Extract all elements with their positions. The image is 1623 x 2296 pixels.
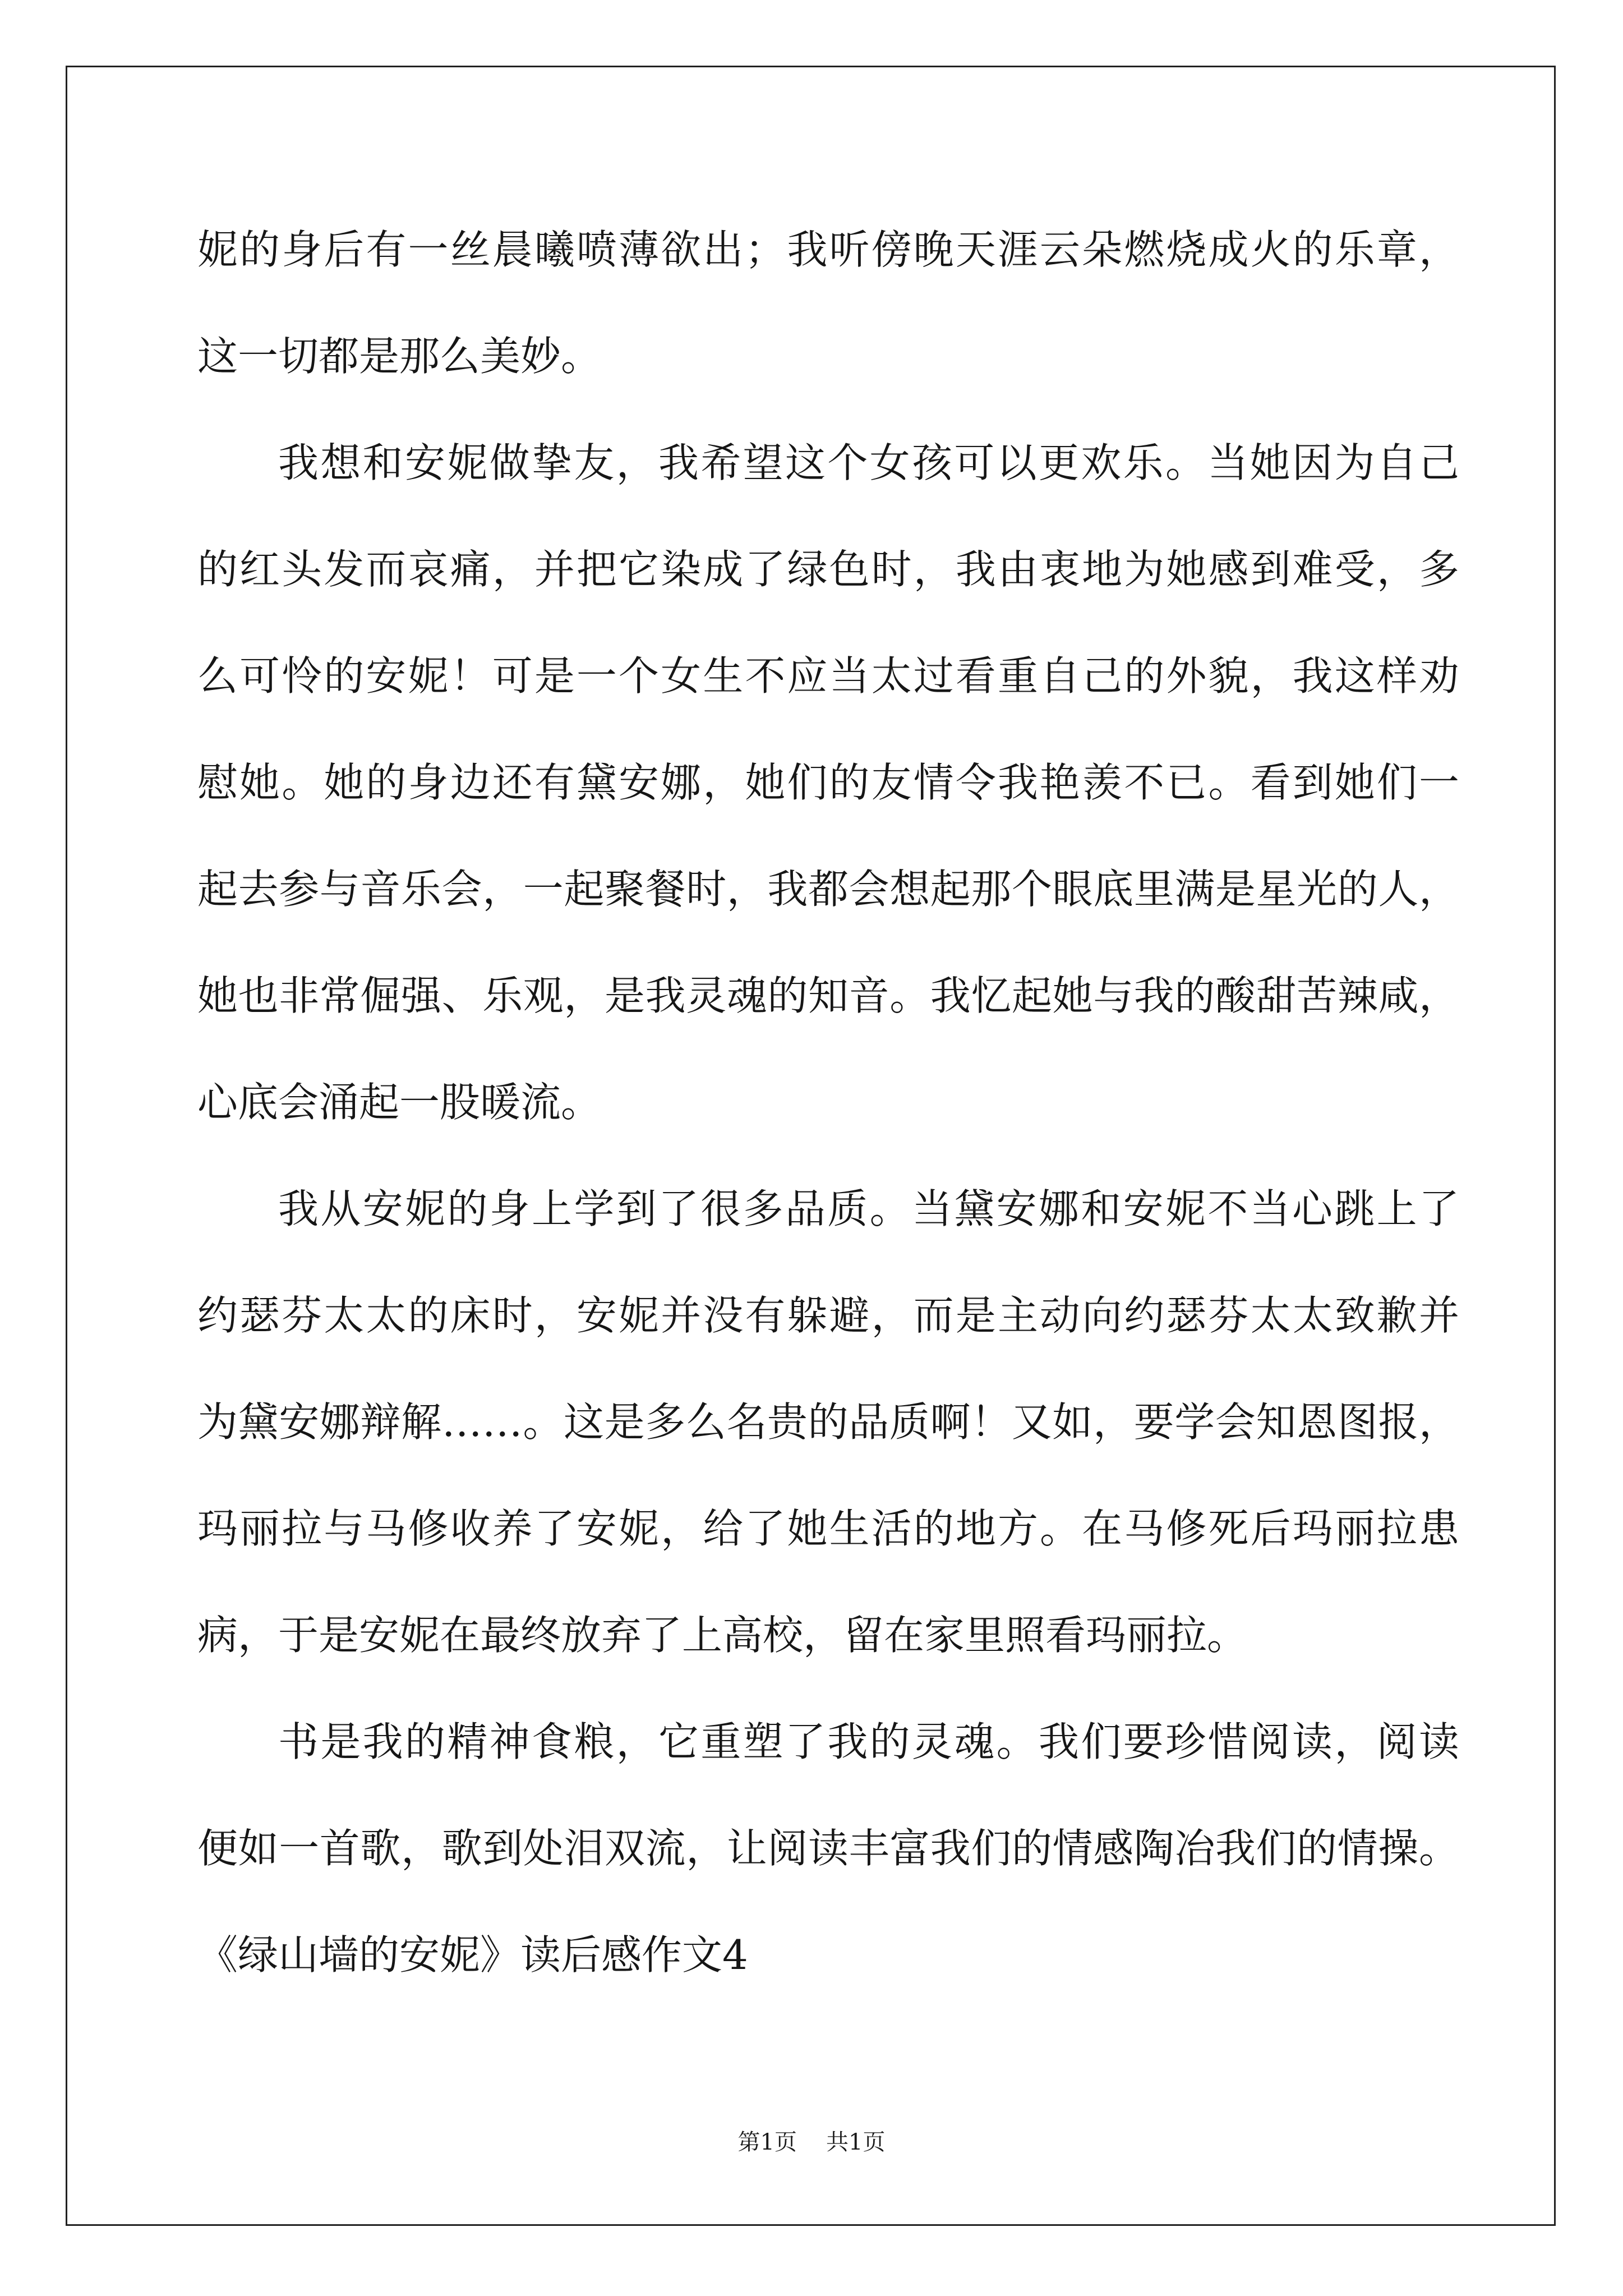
text-line: 我想和安妮做挚友，我希望这个女孩可以更欢乐。当她因为自己 — [278, 439, 1459, 486]
text-line: 慰她。她的身边还有黛安娜，她们的友情令我艳羡不已。看到她们一 — [197, 759, 1459, 806]
page-number: 第1页 — [737, 2129, 797, 2155]
page-footer — [0, 2129, 1623, 2156]
text-line: 么可怜的安妮！可是一个女生不应当太过看重自己的外貌，我这样劝 — [197, 652, 1459, 700]
page-count: 共1页 — [826, 2129, 886, 2155]
text-line: 病，于是安妮在最终放弃了上高校，留在家里照看玛丽拉。 — [197, 1612, 1248, 1659]
text-line: 便如一首歌，歌到处泪双流，让阅读丰富我们的情感陶冶我们的情操。 — [197, 1825, 1459, 1872]
paragraph — [197, 1688, 1459, 1902]
text-line: 我从安妮的身上学到了很多品质。当黛安娜和安妮不当心跳上了 — [278, 1185, 1459, 1232]
next-essay-title: 《绿山墙的安妮》读后感作文4 — [197, 1931, 748, 1978]
text-line: 这一切都是那么美妙。 — [197, 333, 602, 380]
paragraph — [197, 196, 1459, 409]
text-line: 玛丽拉与马修收养了安妮，给了她生活的地方。在马修死后玛丽拉患 — [197, 1505, 1459, 1552]
text-line: 为黛安娜辩解……。这是多么名贵的品质啊！又如，要学会知恩图报， — [197, 1398, 1459, 1446]
paragraph — [197, 409, 1459, 1156]
text-line: 起去参与音乐会，一起聚餐时，我都会想起那个眼底里满是星光的人， — [197, 866, 1459, 913]
document-body — [197, 196, 1459, 2008]
text-line: 书是我的精神食粮，它重塑了我的灵魂。我们要珍惜阅读，阅读 — [278, 1718, 1459, 1765]
text-line: 心底会涌起一股暖流。 — [197, 1079, 602, 1126]
text-line: 约瑟芬太太的床时，安妮并没有躲避，而是主动向约瑟芬太太致歉并 — [197, 1292, 1459, 1339]
text-line: 妮的身后有一丝晨曦喷薄欲出；我听傍晚天涯云朵燃烧成火的乐章， — [197, 226, 1459, 273]
text-line: 她也非常倔强、乐观，是我灵魂的知音。我忆起她与我的酸甜苦辣咸， — [197, 972, 1459, 1019]
paragraph — [197, 1156, 1459, 1688]
text-line: 的红头发而哀痛，并把它染成了绿色时，我由衷地为她感到难受，多 — [197, 546, 1459, 593]
